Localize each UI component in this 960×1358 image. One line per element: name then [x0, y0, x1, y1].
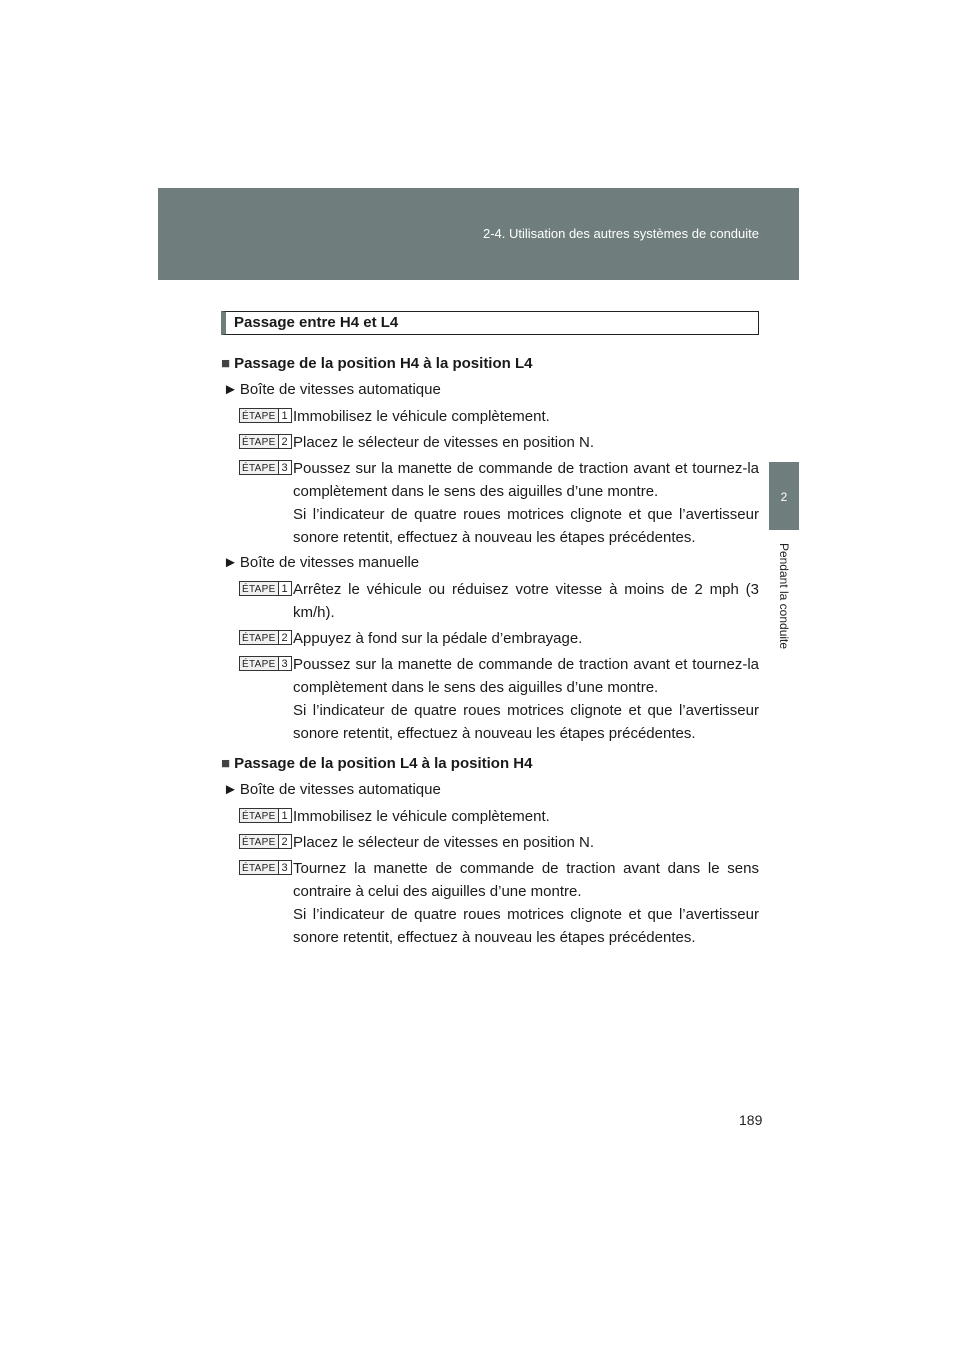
variant-automatic: ► Boîte de vitesses automatique: [223, 781, 441, 798]
header-band: [158, 188, 799, 280]
step-item: [221, 805, 759, 828]
page-content: [221, 311, 759, 952]
step-text: Tournez la manette de commande de traction avant dans le sens contraire à celui des aiguilles d’une montre.: [293, 860, 759, 900]
step-item: [221, 857, 759, 949]
step-badge: ÉTAPE 3: [239, 460, 292, 475]
step-text: Placez le sélecteur de vitesses en position N.: [293, 834, 594, 851]
step-text: Placez le sélecteur de vitesses en position N.: [293, 434, 594, 451]
step-text: Immobilisez le véhicule complètement.: [293, 808, 550, 825]
subheading-h4-to-l4: ■ Passage de la position H4 à la position L4: [221, 355, 533, 372]
step-text: Poussez sur la manette de commande de traction avant et tournez-la complètement dans le sens des aiguilles d’une montre.: [293, 460, 759, 500]
variant-manual: ► Boîte de vitesses manuelle: [223, 554, 420, 571]
step-badge: ÉTAPE 2: [239, 834, 292, 849]
section-header-title: 2-4. Utilisation des autres systèmes de conduite: [482, 226, 759, 241]
section-title-box: [221, 311, 759, 335]
step-text: Arrêtez le véhicule ou réduisez votre vitesse à moins de 2 mph (3 km/h).: [293, 581, 759, 621]
page-number: 189: [739, 1112, 763, 1128]
step-badge: ÉTAPE 3: [239, 656, 292, 671]
section-title: Passage entre H4 et L4: [234, 314, 399, 331]
step-text: Poussez sur la manette de commande de traction avant et tournez-la complètement dans le sens des aiguilles d’une montre.: [293, 656, 759, 696]
subheading-l4-to-h4: ■ Passage de la position L4 à la position H4: [221, 755, 533, 772]
step-item: [221, 831, 759, 854]
chapter-tab: [769, 462, 799, 530]
step-item: [221, 578, 759, 624]
step-badge: ÉTAPE 1: [239, 408, 292, 423]
step-badge: ÉTAPE 1: [239, 808, 292, 823]
step-item: [221, 405, 759, 428]
triangle-bullet-icon: ►: [223, 554, 238, 571]
step-item: [221, 653, 759, 745]
triangle-bullet-icon: ►: [223, 381, 238, 398]
step-badge: ÉTAPE 2: [239, 630, 292, 645]
step-item: [221, 627, 759, 650]
step-badge: ÉTAPE 3: [239, 860, 292, 875]
chapter-number: 2: [780, 490, 788, 504]
triangle-bullet-icon: ►: [223, 781, 238, 798]
square-bullet-icon: ■: [221, 355, 231, 372]
step-item: [221, 457, 759, 549]
variant-automatic: ► Boîte de vitesses automatique: [223, 381, 441, 398]
step-note: Si l’indicateur de quatre roues motrices clignote et que l’avertisseur sonore retentit, effectuez à nouveau les étapes précédentes.: [293, 702, 759, 742]
step-text: Appuyez à fond sur la pédale d’embrayage.: [293, 630, 583, 647]
step-badge: ÉTAPE 2: [239, 434, 292, 449]
step-text: Immobilisez le véhicule complètement.: [293, 408, 550, 425]
step-badge: ÉTAPE 1: [239, 581, 292, 596]
step-item: [221, 431, 759, 454]
chapter-label-text: Pendant la conduite: [777, 542, 791, 650]
square-bullet-icon: ■: [221, 755, 231, 772]
step-note: Si l’indicateur de quatre roues motrices clignote et que l’avertisseur sonore retentit, effectuez à nouveau les étapes précédentes.: [293, 906, 759, 946]
step-note: Si l’indicateur de quatre roues motrices clignote et que l’avertisseur sonore retentit, effectuez à nouveau les étapes précédentes.: [293, 506, 759, 546]
